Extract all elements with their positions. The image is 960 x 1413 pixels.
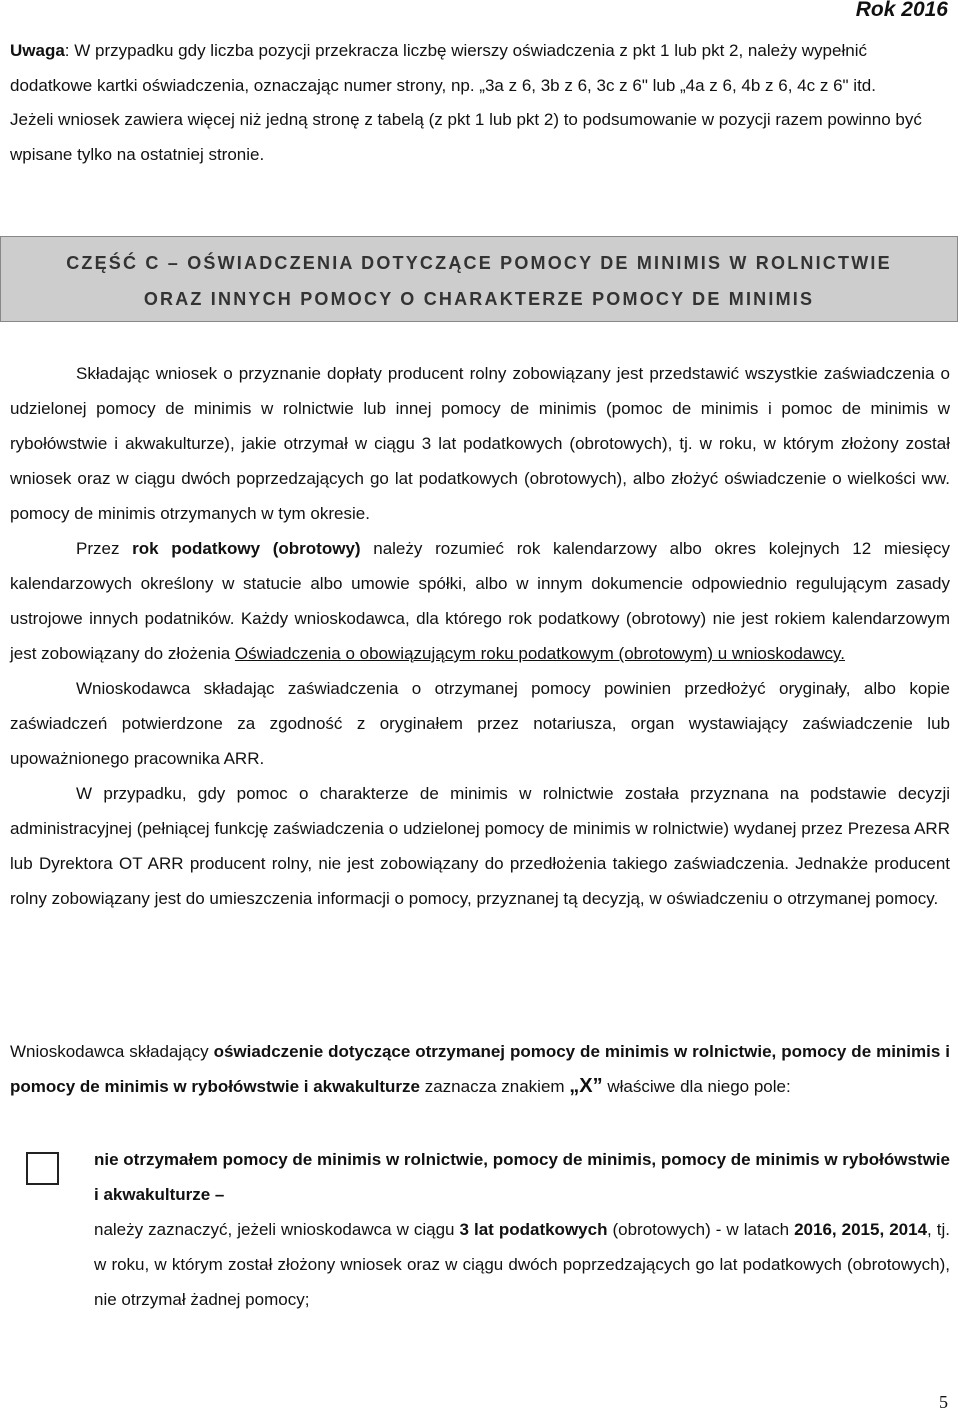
- option-title: nie otrzymałem pomocy de minimis w rolnictwie, pomocy de minimis, pomocy de minimis w rybołówstwie i akwakulturze –: [94, 1150, 950, 1204]
- desc-b: 3 lat podatkowych: [459, 1220, 608, 1239]
- no-aid-option: [94, 1142, 950, 1317]
- paragraph-5: [10, 1034, 950, 1104]
- desc-e: , tj. w roku, w którym został złożony wniosek oraz w ciągu dwóch poprzedzających go lat podatkowych (obrotowych), nie otrzymał żadnej pomocy;: [94, 1220, 950, 1309]
- notice-block: [10, 34, 950, 172]
- desc-a: należy zaznaczyć, jeżeli wnioskodawca w ciągu: [94, 1220, 460, 1239]
- instructions-body: [10, 356, 950, 916]
- p2-underlined: Oświadczenia o obowiązującym roku podatkowym (obrotowym) u wnioskodawcy.: [234, 644, 845, 663]
- p5-text-d: właściwe dla niego pole:: [602, 1077, 791, 1096]
- section-c-header: [0, 236, 958, 322]
- year-label: Rok 2016: [855, 0, 948, 21]
- no-aid-checkbox[interactable]: [26, 1152, 59, 1185]
- notice-label: Uwaga: [10, 41, 65, 60]
- p5-bold: oświadczenie dotyczące otrzymanej pomocy de minimis w rolnictwie, pomocy de minimis i pomocy de minimis w rybołówstwie i akwakulturze: [10, 1042, 950, 1096]
- option-description: [94, 1212, 950, 1317]
- notice-paragraph: [10, 34, 950, 103]
- desc-c: (obrotowych) - w latach: [607, 1220, 795, 1239]
- paragraph-4: W przypadku, gdy pomoc o charakterze de minimis w rolnictwie została przyznana na podstawie decyzji administracyjnej (pełniącej funkcję zaświadczenia o udzielonej pomocy de minimis w rolnictwie) wydanej przez Prezesa ARR lub Dyrektora OT ARR producent rolny, nie jest zobowiązany do przedłożenia takiego zaświadczenia. Jednakże producent rolny zobowiązany jest do umieszczenia informacji o pomocy, przyznanej tą decyzją, w oświadczeniu o otrzymanej pomocy.: [10, 784, 950, 908]
- section-title-line1: CZĘŚĆ C – OŚWIADCZENIA DOTYCZĄCE POMOCY DE MINIMIS W ROLNICTWIE: [66, 253, 892, 273]
- notice-summary-text: Jeżeli wniosek zawiera więcej niż jedną stronę z tabelą (z pkt 1 lub pkt 2) to podsumowanie w pozycji razem powinno być wpisane tylko na ostatniej stronie.: [10, 110, 922, 164]
- section-title-line2: ORAZ INNYCH POMOCY O CHARAKTERZE POMOCY DE MINIMIS: [143, 289, 815, 309]
- paragraph-2: [10, 531, 950, 671]
- p5-text-a: Wnioskodawca składający: [10, 1042, 214, 1061]
- page-number: 5: [939, 1392, 948, 1412]
- desc-years: 2016, 2015, 2014: [794, 1220, 928, 1239]
- paragraph-3: Wnioskodawca składając zaświadczenia o otrzymanej pomocy powinien przedłożyć oryginały, albo kopie zaświadczeń potwierdzone za zgodność z oryginałem przez notariusza, organ wystawiający zaświadczenie lub upoważnionego pracownika ARR.: [10, 679, 950, 768]
- marking-instructions: [10, 1034, 950, 1104]
- p2-text-a: Przez: [76, 539, 133, 558]
- p2-bold: rok podatkowy (obrotowy): [132, 539, 361, 558]
- paragraph-1: Składając wniosek o przyznanie dopłaty producent rolny zobowiązany jest przedstawić wszystkie zaświadczenia o udzielonej pomocy de minimis w rolnictwie lub innej pomocy de minimis (pomoc de minimis i pomoc de minimis w rybołówstwie i akwakulturze), jakie otrzymał w ciągu 3 lat podatkowych (obrotowych), tj. w roku, w którym złożony został wniosek oraz w ciągu dwóch poprzedzających go lat podatkowych (obrotowych), albo złożyć oświadczenie o wielkości ww. pomocy de minimis otrzymanych w tym okresie.: [10, 364, 950, 523]
- notice-text: : W przypadku gdy liczba pozycji przekracza liczbę wierszy oświadczenia z pkt 1 lub pkt 2, należy wypełnić dodatkowe kartki oświadczenia, oznaczając numer strony, np. „3a z 6, 3b z 6, 3c z 6" lub „4a z 6, 4b z 6, 4c z 6" itd.: [10, 41, 876, 95]
- p2-text-c: należy rozumieć rok kalendarzowy albo okres kolejnych 12 miesięcy kalendarzowych określony w statucie albo umowie spółki, albo w innym dokumencie odpowiednio regulującym zasady ustrojowe innych podatników. Każdy wnioskodawca, dla którego rok podatkowy (obrotowy) nie jest rokiem kalendarzowym jest zobowiązany do złożenia: [10, 539, 950, 663]
- p5-text-c: zaznacza znakiem: [420, 1077, 570, 1096]
- x-mark: „X”: [569, 1075, 603, 1097]
